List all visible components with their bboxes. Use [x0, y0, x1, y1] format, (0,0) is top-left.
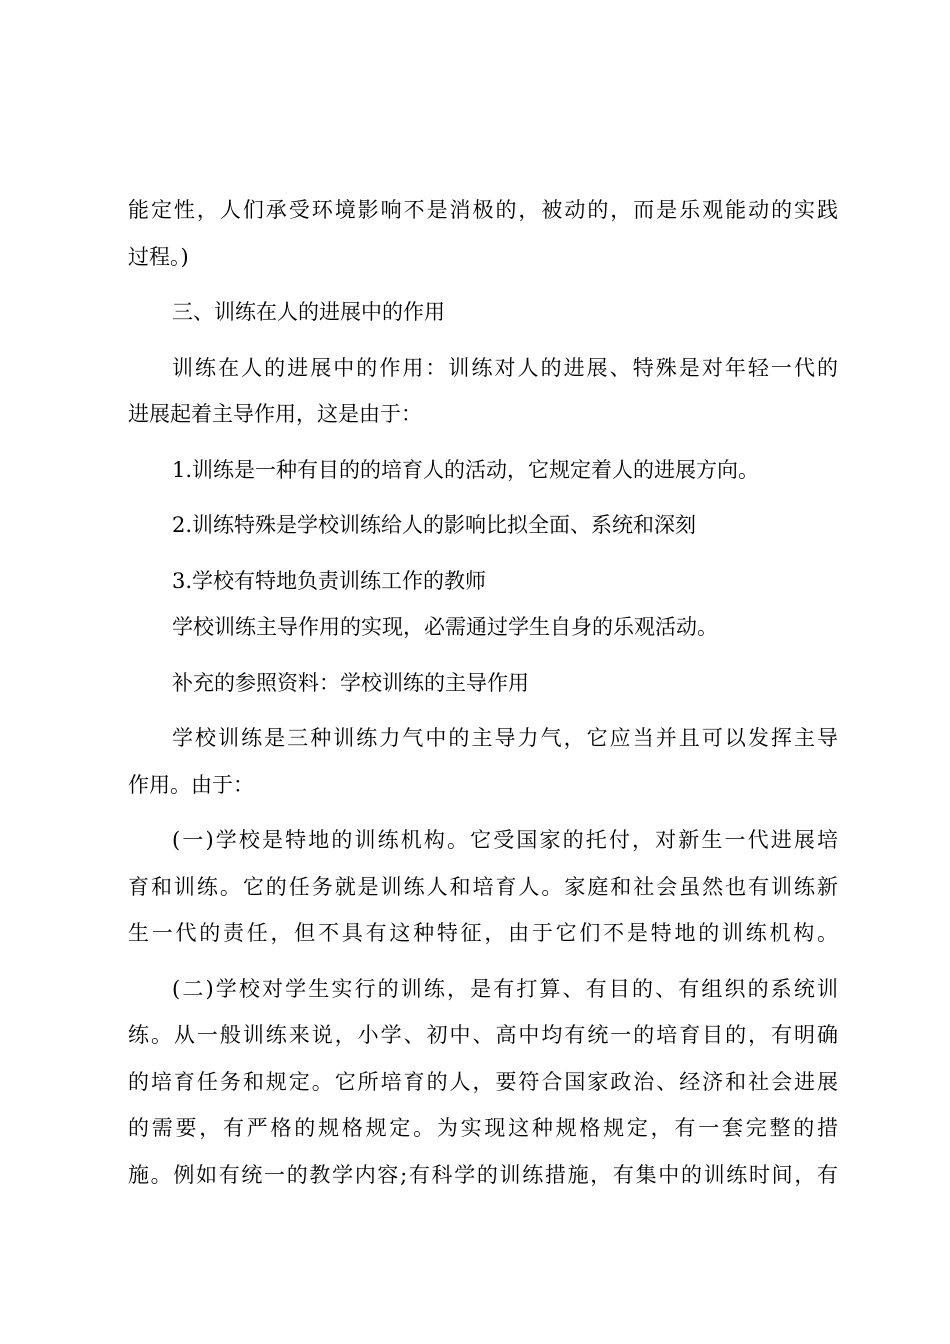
section-heading: 三、训练在人的进展中的作用 — [172, 300, 445, 324]
paragraph-line: 学校训练是三种训练力气中的主导力气，它应当并且可以发挥主导 — [172, 726, 838, 750]
paragraph-line: 生一代的责任，但不具有这种特征，由于它们不是特地的训练机构。 — [128, 921, 838, 945]
paragraph-line: 进展起着主导作用，这是由于： — [128, 402, 422, 426]
paragraph-line: (一)学校是特地的训练机构。它受国家的托付，对新生一代进展培 — [172, 828, 838, 852]
list-item: 3.学校有特地负责训练工作的教师 — [172, 568, 487, 593]
paragraph-line: (二)学校对学生实行的训练，是有打算、有目的、有组织的系统训 — [172, 976, 838, 1001]
list-item: 1.训练是一种有目的的培育人的活动，它规定着人的进展方向。 — [172, 457, 760, 482]
paragraph-line: 作用。由于： — [128, 772, 254, 797]
paragraph-line: 补充的参照资料：学校训练的主导作用 — [172, 670, 529, 695]
paragraph-line: 训练在人的进展中的作用：训练对人的进展、特殊是对年轻一代的 — [172, 355, 838, 380]
paragraph-line: 能定性，人们承受环境影响不是消极的，被动的，而是乐观能动的实践 — [128, 198, 838, 222]
paragraph-line: 过程。) — [128, 244, 189, 269]
paragraph-line: 施。例如有统一的教学内容;有科学的训练措施，有集中的训练时间，有 — [128, 1162, 838, 1187]
paragraph-line: 学校训练主导作用的实现，必需通过学生自身的乐观活动。 — [172, 615, 718, 639]
paragraph-line: 的需要，有严格的规格规定。为实现这种规格规定，有一套完整的措 — [128, 1116, 838, 1140]
list-item: 2.训练特殊是学校训练给人的影响比拟全面、系统和深刻 — [172, 513, 697, 537]
paragraph-line: 练。从一般训练来说，小学、初中、高中均有统一的培育目的，有明确 — [128, 1023, 838, 1047]
paragraph-line: 育和训练。它的任务就是训练人和培育人。家庭和社会虽然也有训练新 — [128, 874, 838, 899]
paragraph-line: 的培育任务和规定。它所培育的人，要符合国家政治、经济和社会进展 — [128, 1069, 838, 1094]
body-text — [128, 187, 838, 1198]
